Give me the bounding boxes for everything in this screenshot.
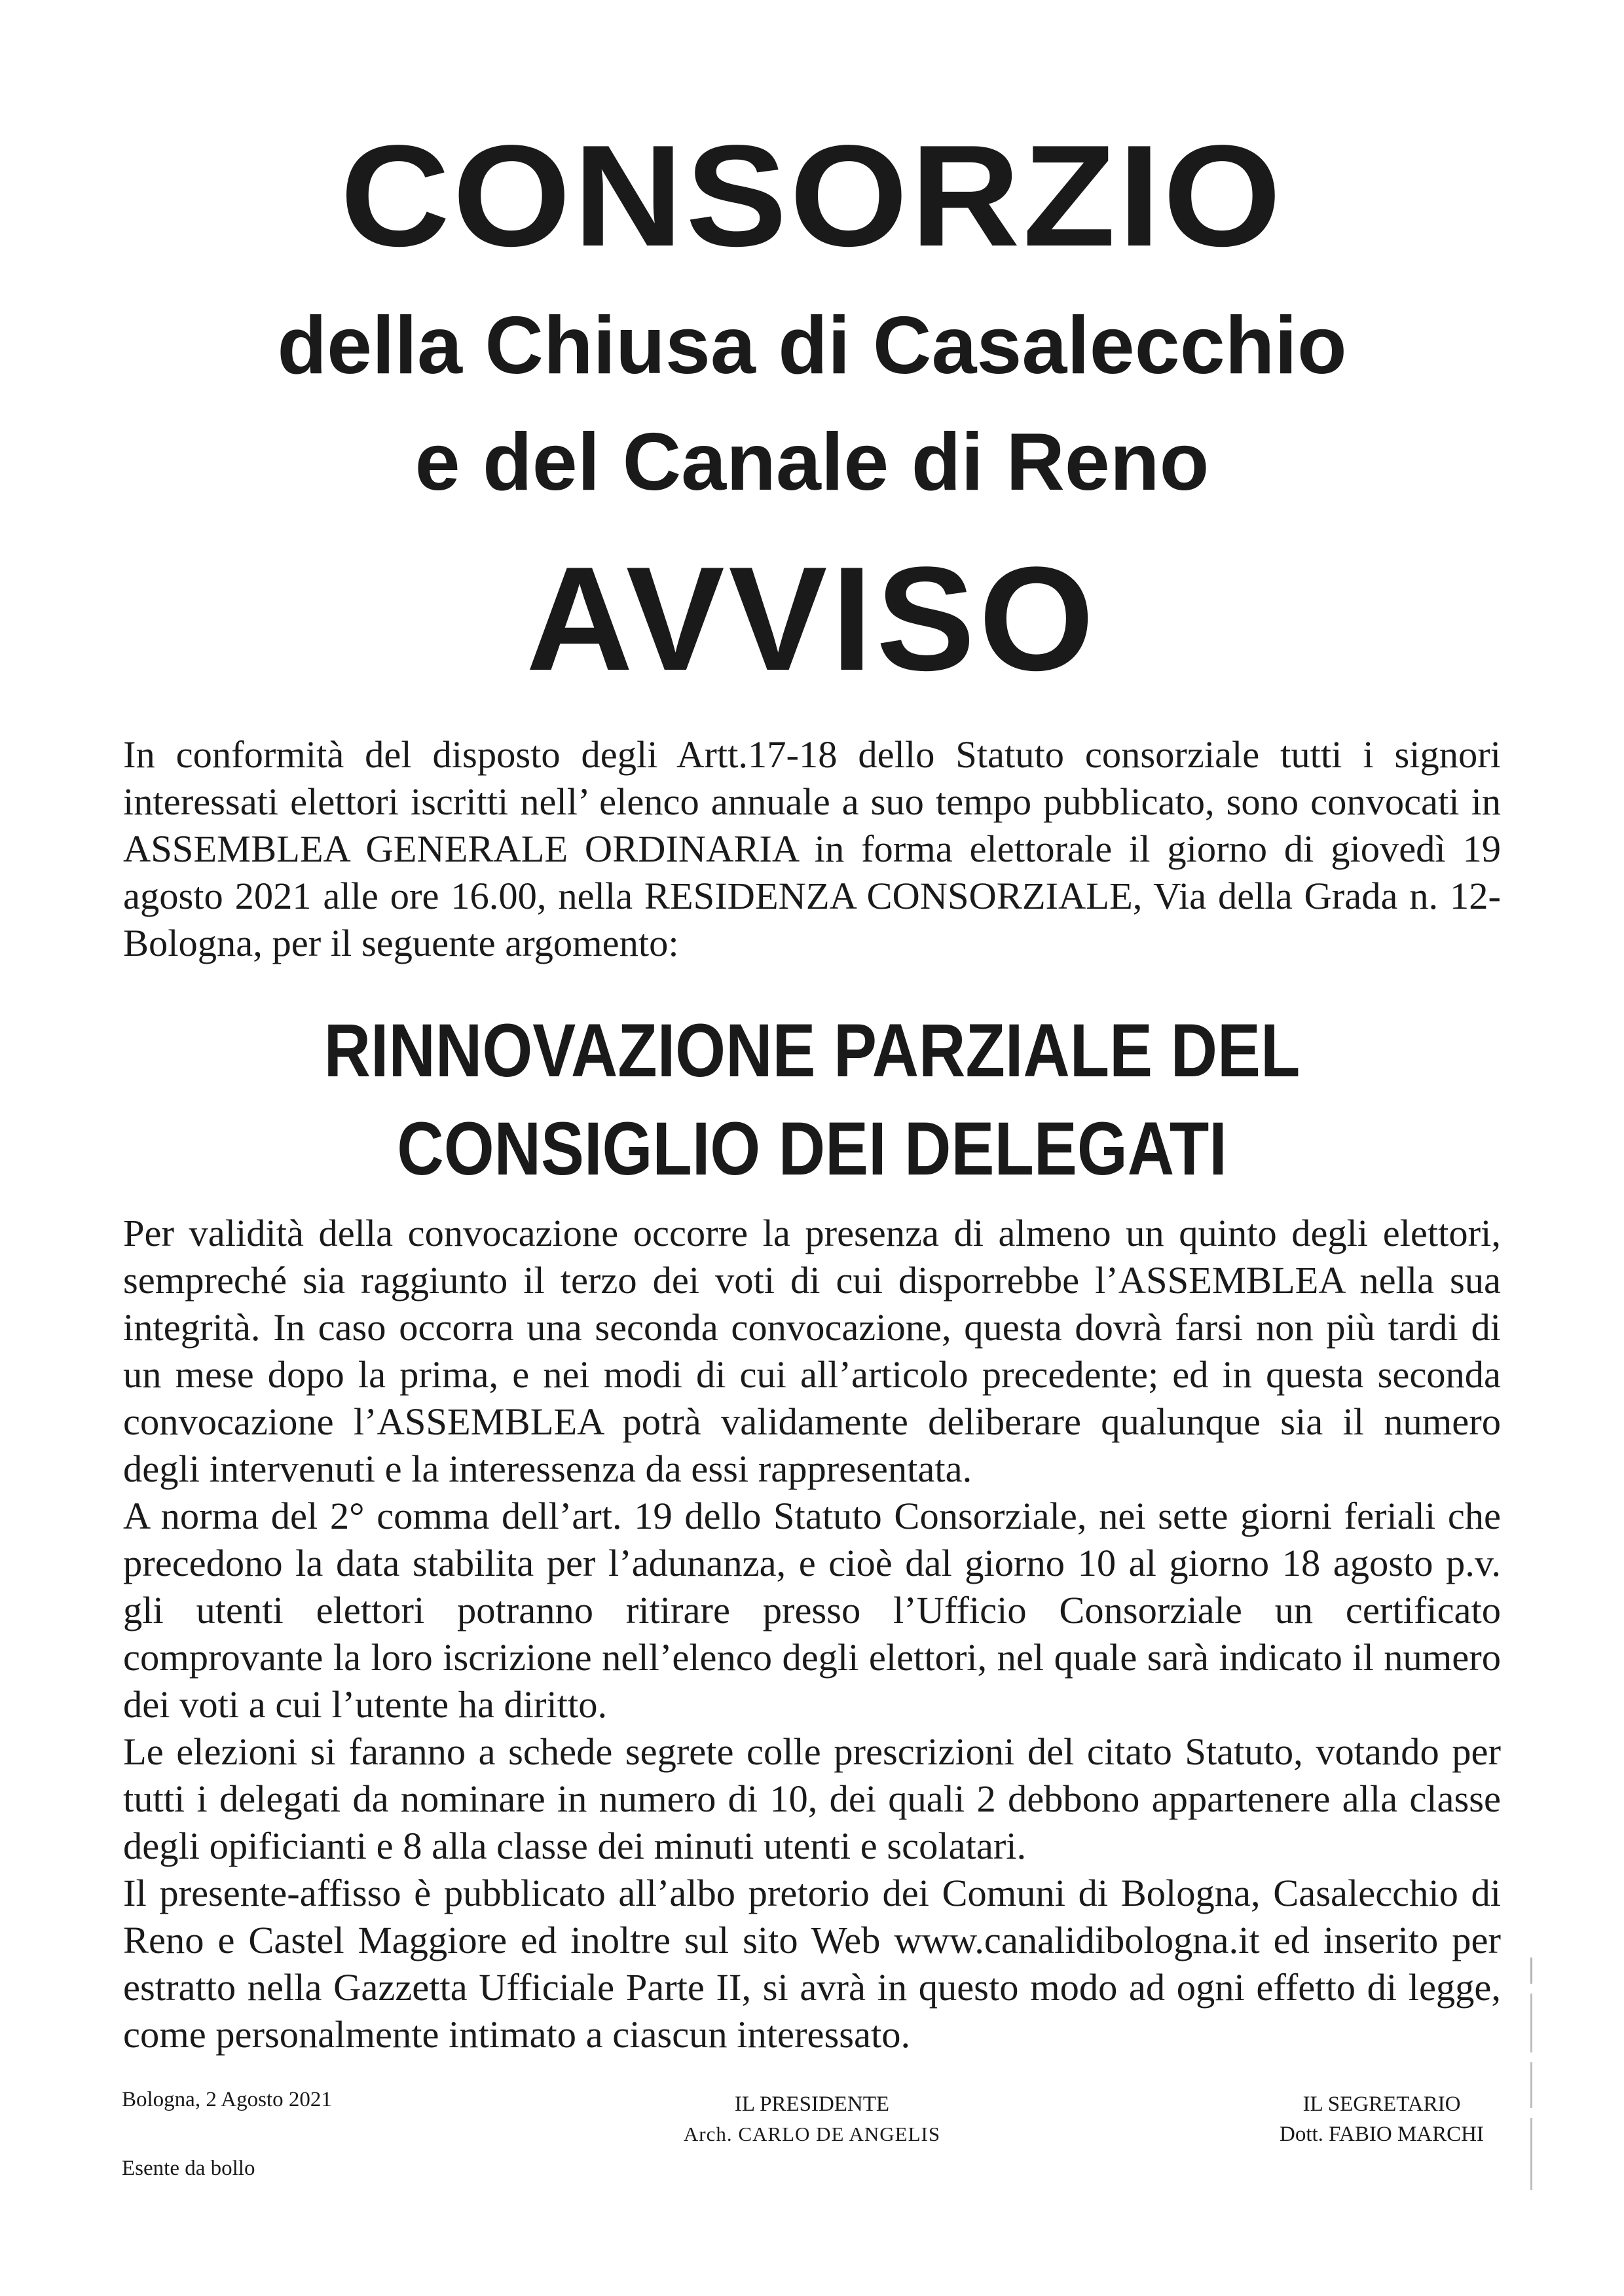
subtitle-line-2: e del Canale di Reno [415, 417, 1209, 507]
validity-paragraph: Per validità della convocazione occorre la presenza di almeno un quinto degli elettori, sempreché sia raggiunto il terzo dei voti di cui disporrebbe l’ASSEMBLEA nella sua integrità. In caso occorra una seconda convocazione, questa dovrà farsi non più tardi di un mese dopo la prima, e nei modi di cui all’articolo precedente; ed in questa seconda convocazione l’ASSEMBLEA potrà validamente deliberare qualunque sia il numero degli intervenuti e la interessenza da essi rappresentata. [123, 1212, 1501, 1490]
publication-paragraph: Il presente-affisso è pubblicato all’albo pretorio dei Comuni di Bologna, Casalecchio di Reno e Castel Maggiore ed inoltre sul sito Web www.canalidibologna.it ed inserito per estratto nella Gazzetta Ufficiale Parte II, si avrà in questo modo ad ogni effetto di legge, come personalmente intimato a ciascun interessato. [123, 1872, 1501, 2056]
secretary-title: IL SEGRETARIO [1302, 2092, 1461, 2116]
agenda-heading-line-1: RINNOVAZIONE PARZIALE DEL [323, 1009, 1301, 1093]
document-title: CONSORZIO [340, 115, 1284, 277]
subtitle-line-1: della Chiusa di Casalecchio [277, 301, 1347, 391]
body-text [123, 1210, 1501, 2058]
certificate-paragraph: A norma del 2° comma dell’art. 19 dello Statuto Consorziale, nei sette giorni feriali che precedono la data stabilita per l’adunanza, e cioè dal giorno 10 al giorno 18 agosto p.v. gli utenti elettori potranno ritirare presso l’Ufficio Consorziale un certificato comprovante la loro iscrizione nell’elenco degli elettori, nel quale sarà indicato il numero dei voti a cui l’utente ha diritto. [123, 1495, 1501, 1726]
president-name: Arch. CARLO DE ANGELIS [683, 2123, 941, 2145]
election-paragraph: Le elezioni si faranno a schede segrete colle prescrizioni del citato Statuto, votando per tutti i delegati da nominare in numero di 10, dei quali 2 debbono appartenere alla classe degli opificianti e 8 alla classe dei minuti utenti e scolatari. [123, 1730, 1501, 1867]
agenda-heading [114, 1002, 1511, 1198]
convocation-paragraph: In conformità del disposto degli Artt.17-18 dello Statuto consorziale tutti i signori interessati elettori iscritti nell’ elenco annuale a suo tempo pubblicato, sono convocati in ASSEMBLEA GENERALE ORDINARIA in forma elettorale il giorno di giovedì 19 agosto 2021 alle ore 16.00, nella RESIDENZA CONSORZIALE, Via della Grada n. 12- Bologna, per il seguente argomento: [123, 733, 1501, 964]
agenda-heading-line-2: CONSIGLIO DEI DELEGATI [397, 1107, 1227, 1191]
stamp-exemption-note: Esente da bollo [122, 2157, 255, 2180]
president-title: IL PRESIDENTE [734, 2092, 890, 2116]
place-date: Bologna, 2 Agosto 2021 [122, 2088, 332, 2111]
secretary-name: Dott. FABIO MARCHI [1279, 2123, 1484, 2146]
printer-imprint-mark [1526, 1958, 1539, 2193]
notice-heading: AVVISO [526, 536, 1098, 701]
